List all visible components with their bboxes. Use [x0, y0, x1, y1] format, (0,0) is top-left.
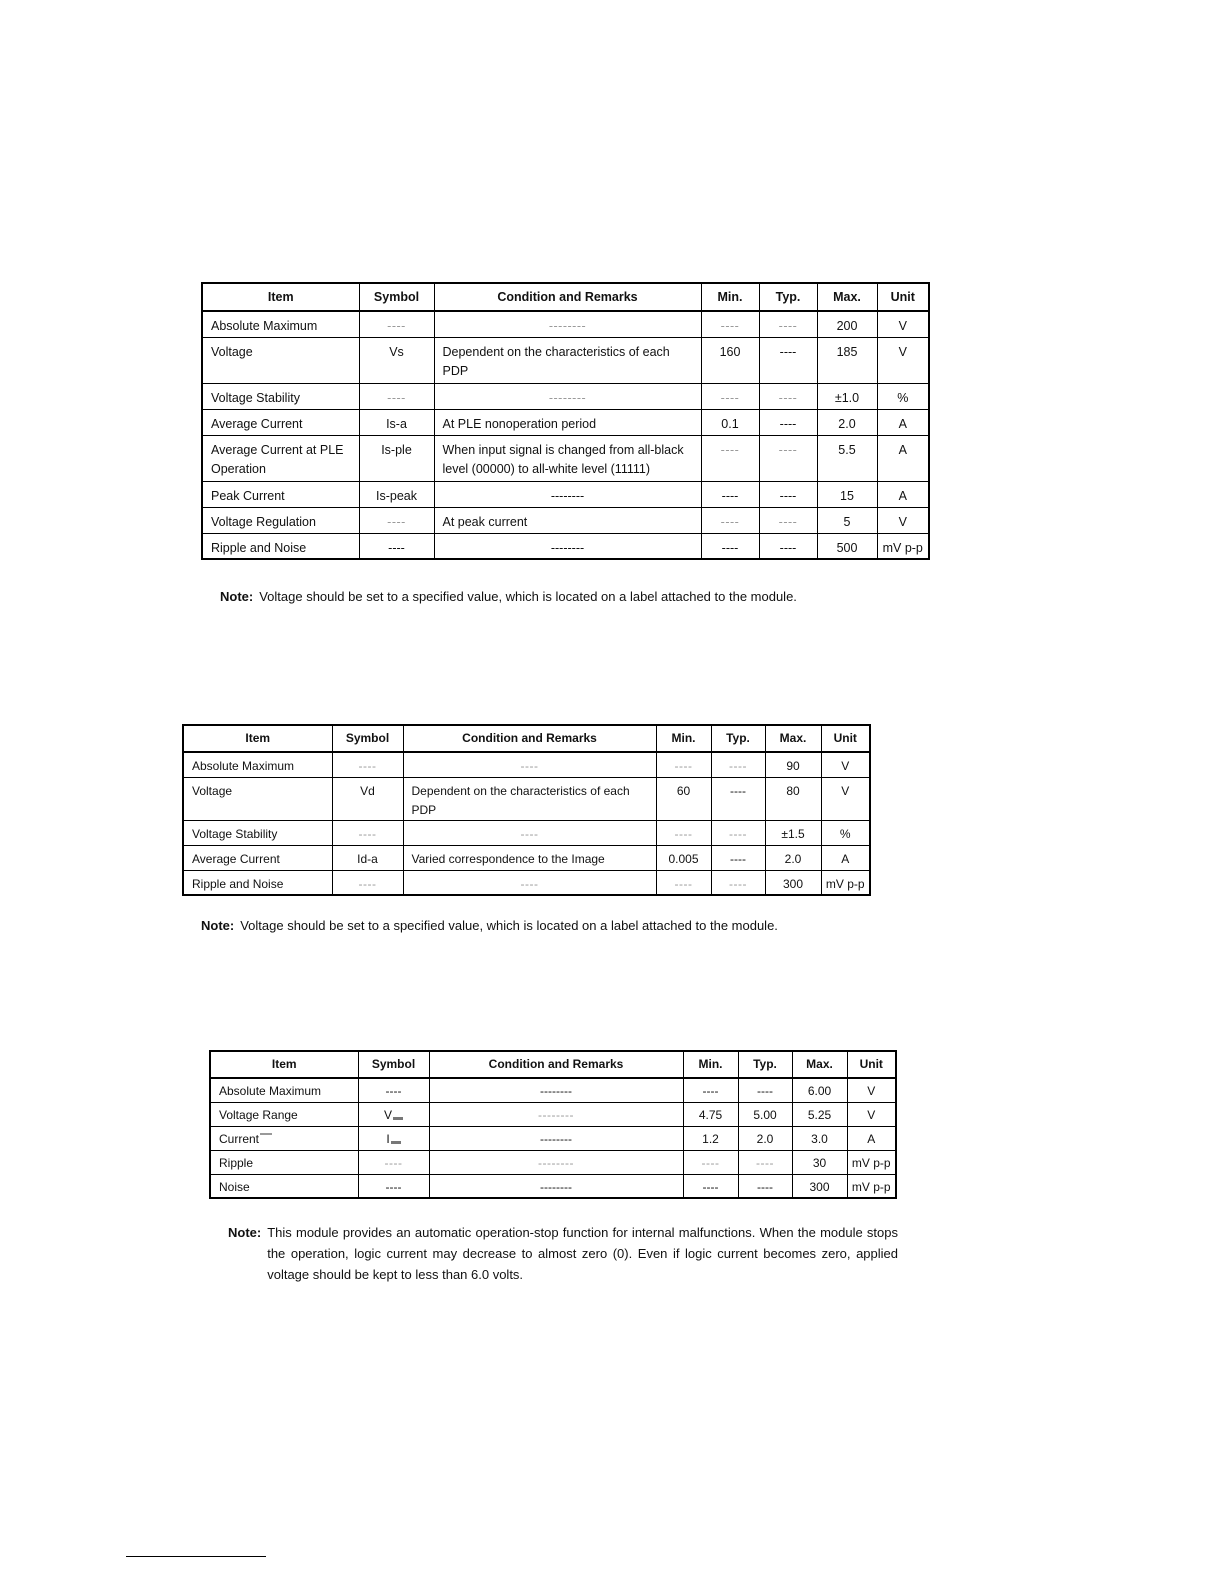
header-max: Max. [792, 1051, 847, 1078]
cell-typ: ---- [759, 409, 817, 435]
cell-item: Voltage Stability [202, 383, 359, 409]
cell-max: 30 [792, 1150, 847, 1174]
cell-unit: A [877, 481, 929, 507]
cell-typ: ---- [759, 337, 817, 383]
table-row [202, 507, 929, 533]
cell-condition: At peak current [434, 507, 701, 533]
cell-max: 5 [817, 507, 877, 533]
cell-item: Absolute Maximum [210, 1078, 358, 1102]
table1-note [220, 586, 797, 607]
header-condition: Condition and Remarks [434, 283, 701, 311]
cell-item: Average Current [202, 409, 359, 435]
header-item: Item [210, 1051, 358, 1078]
cell-typ: ---- [759, 507, 817, 533]
table-row [202, 311, 929, 337]
header-unit: Unit [877, 283, 929, 311]
table-row [210, 1150, 896, 1174]
cell-symbol: Vd [332, 777, 403, 820]
cell-unit: V [821, 777, 870, 820]
cell-min: ---- [701, 311, 759, 337]
cell-item [210, 1126, 358, 1150]
cell-min: 4.75 [683, 1102, 738, 1126]
cell-typ: ---- [759, 435, 817, 481]
cell-symbol [358, 1102, 429, 1126]
cell-symbol: ---- [359, 311, 434, 337]
cell-item: Absolute Maximum [183, 752, 332, 777]
table-row [183, 870, 870, 895]
cell-unit: V [847, 1078, 896, 1102]
table-row [210, 1126, 896, 1150]
cell-unit: V [877, 311, 929, 337]
cell-min: ---- [701, 435, 759, 481]
header-unit: Unit [847, 1051, 896, 1078]
cell-typ: ---- [711, 845, 765, 870]
table2-note [201, 915, 778, 936]
cell-unit: A [877, 435, 929, 481]
header-min: Min. [701, 283, 759, 311]
cell-symbol: ---- [332, 820, 403, 845]
cell-condition: At PLE nonoperation period [434, 409, 701, 435]
cell-condition: ---- [403, 752, 656, 777]
table-row [210, 1102, 896, 1126]
note-label: Note: [201, 918, 235, 933]
cell-item: Voltage Range [210, 1102, 358, 1126]
header-condition: Condition and Remarks [403, 725, 656, 752]
cell-max: 2.0 [817, 409, 877, 435]
cell-typ: ---- [711, 777, 765, 820]
cell-symbol: Id-a [332, 845, 403, 870]
cell-min: 160 [701, 337, 759, 383]
cell-min: 60 [656, 777, 711, 820]
header-unit: Unit [821, 725, 870, 752]
header-typ: Typ. [711, 725, 765, 752]
cell-typ: ---- [711, 752, 765, 777]
spec-table [182, 724, 871, 896]
cell-max: ±1.5 [765, 820, 821, 845]
table-row [183, 777, 870, 820]
cell-symbol: ---- [332, 752, 403, 777]
cell-symbol: ---- [359, 507, 434, 533]
cell-min: ---- [701, 533, 759, 559]
cell-condition: -------- [429, 1078, 683, 1102]
cell-min: ---- [683, 1078, 738, 1102]
cell-min: ---- [656, 870, 711, 895]
cell-symbol: Is-a [359, 409, 434, 435]
cell-condition: ---- [403, 870, 656, 895]
cell-typ: ---- [759, 533, 817, 559]
header-max: Max. [817, 283, 877, 311]
cell-typ: ---- [738, 1174, 792, 1198]
cell-condition: -------- [429, 1102, 683, 1126]
symbol-text: I [386, 1131, 390, 1146]
cell-unit: A [877, 409, 929, 435]
subscript-mark [391, 1141, 401, 1144]
cell-typ: 2.0 [738, 1126, 792, 1150]
header-item: Item [183, 725, 332, 752]
table-row [202, 337, 929, 383]
cell-item: Voltage Regulation [202, 507, 359, 533]
table-row [210, 1174, 896, 1198]
cell-min: 0.005 [656, 845, 711, 870]
table-header-row [183, 725, 870, 752]
cell-typ: ---- [759, 481, 817, 507]
cell-condition: Dependent on the characteristics of each PDP [403, 777, 656, 820]
power-supply-table-2 [182, 724, 871, 896]
cell-min: ---- [701, 383, 759, 409]
table3-note [228, 1222, 898, 1285]
cell-max: 5.25 [792, 1102, 847, 1126]
cell-condition: Varied correspondence to the Image [403, 845, 656, 870]
footnote-divider [126, 1556, 266, 1557]
cell-condition: -------- [434, 481, 701, 507]
cell-symbol [358, 1126, 429, 1150]
cell-max: 3.0 [792, 1126, 847, 1150]
cell-item: Ripple [210, 1150, 358, 1174]
cell-unit: mV p-p [821, 870, 870, 895]
cell-condition: When input signal is changed from all-black level (00000) to all-white level (11111) [434, 435, 701, 481]
cell-min: ---- [701, 507, 759, 533]
cell-max: 15 [817, 481, 877, 507]
cell-symbol: Is-ple [359, 435, 434, 481]
cell-symbol: Is-peak [359, 481, 434, 507]
cell-symbol: ---- [359, 533, 434, 559]
cell-unit: V [877, 337, 929, 383]
cell-symbol: ---- [332, 870, 403, 895]
cell-item: Average Current at PLE Operation [202, 435, 359, 481]
cell-typ: ---- [738, 1150, 792, 1174]
cell-min: ---- [656, 752, 711, 777]
table-header-row [210, 1051, 896, 1078]
cell-unit: % [877, 383, 929, 409]
cell-typ: ---- [759, 311, 817, 337]
cell-symbol: ---- [358, 1174, 429, 1198]
cell-unit: A [821, 845, 870, 870]
header-typ: Typ. [759, 283, 817, 311]
cell-min: ---- [683, 1150, 738, 1174]
table-row [202, 533, 929, 559]
table-header-row [202, 283, 929, 311]
cell-condition: Dependent on the characteristics of each PDP [434, 337, 701, 383]
cell-unit: mV p-p [877, 533, 929, 559]
cell-unit: A [847, 1126, 896, 1150]
power-supply-table-3 [209, 1050, 897, 1199]
header-min: Min. [683, 1051, 738, 1078]
cell-symbol: ---- [358, 1078, 429, 1102]
cell-unit: mV p-p [847, 1150, 896, 1174]
cell-max: 80 [765, 777, 821, 820]
cell-condition: -------- [434, 311, 701, 337]
header-max: Max. [765, 725, 821, 752]
header-symbol: Symbol [359, 283, 434, 311]
note-label: Note: [220, 589, 254, 604]
cell-typ: ---- [759, 383, 817, 409]
symbol-text: V [383, 1107, 392, 1122]
cell-typ: ---- [711, 820, 765, 845]
cell-max: 300 [765, 870, 821, 895]
cell-item: Noise [210, 1174, 358, 1198]
table-row [183, 820, 870, 845]
note-label: Note: [228, 1225, 262, 1240]
superscript-mark [260, 1133, 272, 1135]
cell-condition: ---- [403, 820, 656, 845]
note-text: Voltage should be set to a specified value, which is located on a label attached to the module. [259, 589, 797, 604]
cell-max: 500 [817, 533, 877, 559]
header-min: Min. [656, 725, 711, 752]
cell-typ: ---- [711, 870, 765, 895]
cell-item: Peak Current [202, 481, 359, 507]
cell-item: Voltage [202, 337, 359, 383]
table-row [183, 845, 870, 870]
cell-max: 5.5 [817, 435, 877, 481]
cell-unit: V [847, 1102, 896, 1126]
cell-unit: % [821, 820, 870, 845]
cell-max: 6.00 [792, 1078, 847, 1102]
cell-max: ±1.0 [817, 383, 877, 409]
table-row [202, 383, 929, 409]
cell-min: ---- [701, 481, 759, 507]
cell-item: Ripple and Noise [183, 870, 332, 895]
cell-item: Absolute Maximum [202, 311, 359, 337]
cell-condition: -------- [429, 1174, 683, 1198]
cell-max: 300 [792, 1174, 847, 1198]
table-row [210, 1078, 896, 1102]
cell-symbol: ---- [359, 383, 434, 409]
cell-min: 1.2 [683, 1126, 738, 1150]
note-text: This module provides an automatic operation-stop function for internal malfunctions. When the module stops the operation, logic current may decrease to almost zero (0). Even if logic current becomes zero, applied voltage should be kept to less than 6.0 volts. [267, 1225, 898, 1282]
table-row [202, 481, 929, 507]
table-row [202, 409, 929, 435]
item-text: Current [219, 1131, 260, 1146]
cell-condition: -------- [429, 1150, 683, 1174]
header-item: Item [202, 283, 359, 311]
header-condition: Condition and Remarks [429, 1051, 683, 1078]
cell-item: Voltage [183, 777, 332, 820]
cell-symbol: ---- [358, 1150, 429, 1174]
cell-condition: -------- [434, 533, 701, 559]
cell-condition: -------- [429, 1126, 683, 1150]
cell-typ: 5.00 [738, 1102, 792, 1126]
cell-item: Ripple and Noise [202, 533, 359, 559]
cell-item: Voltage Stability [183, 820, 332, 845]
cell-typ: ---- [738, 1078, 792, 1102]
header-typ: Typ. [738, 1051, 792, 1078]
cell-item: Average Current [183, 845, 332, 870]
cell-max: 185 [817, 337, 877, 383]
cell-condition: -------- [434, 383, 701, 409]
cell-unit: V [821, 752, 870, 777]
cell-max: 90 [765, 752, 821, 777]
cell-unit: mV p-p [847, 1174, 896, 1198]
header-symbol: Symbol [358, 1051, 429, 1078]
cell-min: ---- [683, 1174, 738, 1198]
header-symbol: Symbol [332, 725, 403, 752]
cell-min: 0.1 [701, 409, 759, 435]
power-supply-table-1 [201, 282, 930, 560]
cell-max: 200 [817, 311, 877, 337]
cell-unit: V [877, 507, 929, 533]
spec-table [201, 282, 930, 560]
cell-symbol: Vs [359, 337, 434, 383]
subscript-mark [393, 1117, 403, 1120]
table-row [183, 752, 870, 777]
cell-max: 2.0 [765, 845, 821, 870]
cell-min: ---- [656, 820, 711, 845]
table-row [202, 435, 929, 481]
spec-table [209, 1050, 897, 1199]
note-text: Voltage should be set to a specified value, which is located on a label attached to the module. [240, 918, 778, 933]
